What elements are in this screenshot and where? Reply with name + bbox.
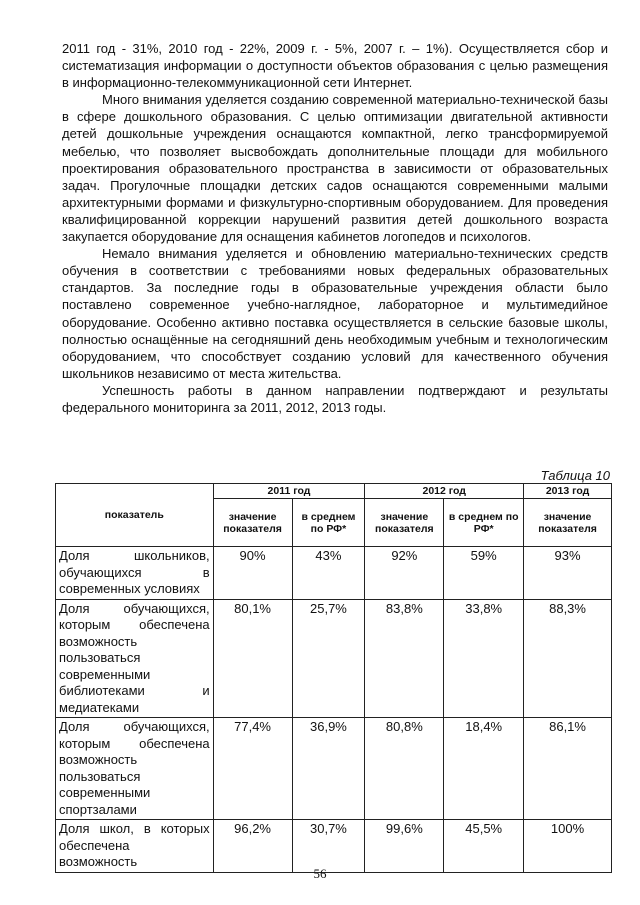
cell-2012-rf: 59%: [444, 547, 524, 600]
cell-2011-value: 96,2%: [213, 820, 292, 873]
cell-2011-rf: 30,7%: [292, 820, 365, 873]
cell-2011-rf: 36,9%: [292, 718, 365, 820]
table-row: [56, 820, 612, 873]
cell-2013-value: 100%: [524, 820, 612, 873]
table-header-years: [56, 484, 612, 499]
table-row: [56, 547, 612, 600]
header-value-2013: значение показателя: [524, 499, 612, 547]
cell-2012-rf: 18,4%: [444, 718, 524, 820]
cell-2013-value: 86,1%: [524, 718, 612, 820]
cell-2012-value: 92%: [365, 547, 444, 600]
paragraph: 2011 год - 31%, 2010 год - 22%, 2009 г. - 5%, 2007 г. – 1%). Осуществляется сбор и систематизация информации о доступности объектов образования с целью размещения в информационно-телекоммуникационной сети Интернет.: [62, 41, 608, 91]
row-name: Доля школьников, обучающихся в современных условиях: [56, 547, 214, 600]
cell-2012-value: 99,6%: [365, 820, 444, 873]
row-name: Доля школ, в которых обеспечена возможность: [56, 820, 214, 873]
cell-2012-rf: 33,8%: [444, 599, 524, 718]
paragraph: Много внимания уделяется созданию современной материально-технической базы в сфере дошкольного образования. С целью оптимизации двигательной активности детей дошкольные учреждения оснащаются компактной, легко трансформируемой мебелью, что позволяет высвобождать дополнительные площади для мобильного проектирования образовательного пространства в зависимости от образовательных задач. Прогулочные площадки детских садов оснащаются современными малыми архитектурными формами и физкультурно-спортивным оборудованием. Для проведения квалифицированной коррекции нарушений развития детей дошкольного возраста закупается оборудование для оснащения кабинетов логопедов и психологов.: [62, 92, 608, 245]
cell-2011-value: 77,4%: [213, 718, 292, 820]
cell-2012-value: 80,8%: [365, 718, 444, 820]
row-name: Доля обучающихся, которым обеспечена возможность пользоваться современными спортзалами: [56, 718, 214, 820]
header-year-2013: 2013 год: [524, 484, 612, 499]
table-caption: Таблица 10: [540, 468, 610, 483]
cell-2011-rf: 25,7%: [292, 599, 365, 718]
header-value-2011: значение показателя: [213, 499, 292, 547]
cell-2011-value: 80,1%: [213, 599, 292, 718]
row-name: Доля обучающихся, которым обеспечена возможность пользоваться современными библиотеками и медиатеками: [56, 599, 214, 718]
cell-2012-rf: 45,5%: [444, 820, 524, 873]
cell-2011-value: 90%: [213, 547, 292, 600]
header-indicator: показатель: [56, 484, 214, 547]
paragraph: Успешность работы в данном направлении подтверждают и результаты федерального мониторинга за 2011, 2012, 2013 годы.: [62, 382, 608, 415]
header-year-2012: 2012 год: [365, 484, 524, 499]
body-text: [62, 40, 608, 416]
cell-2012-value: 83,8%: [365, 599, 444, 718]
header-value-2012: значение показателя: [365, 499, 444, 547]
monitoring-table: [55, 483, 612, 873]
page-number: 56: [313, 866, 327, 881]
cell-2013-value: 88,3%: [524, 599, 612, 718]
paragraph: Немало внимания уделяется и обновлению материально-технических средств обучения в соответствии с требованиями новых федеральных образовательных стандартов. За последние годы в образовательные учреждения области было поставлено современное учебно-наглядное, лабораторное и мультимедийное оборудование. Особенно активно поставка осуществляется в сельские базовые школы, полностью оснащённые на сегодняшний день необходимым учебным и технологическим оборудованием, что способствует созданию условий для качественного обучения школьников независимо от места жительства.: [62, 246, 608, 381]
header-avg-2011: в среднем по РФ*: [292, 499, 365, 547]
header-year-2011: 2011 год: [213, 484, 365, 499]
cell-2011-rf: 43%: [292, 547, 365, 600]
table-row: [56, 718, 612, 820]
header-avg-2012: в среднем по РФ*: [444, 499, 524, 547]
cell-2013-value: 93%: [524, 547, 612, 600]
table-row: [56, 599, 612, 718]
